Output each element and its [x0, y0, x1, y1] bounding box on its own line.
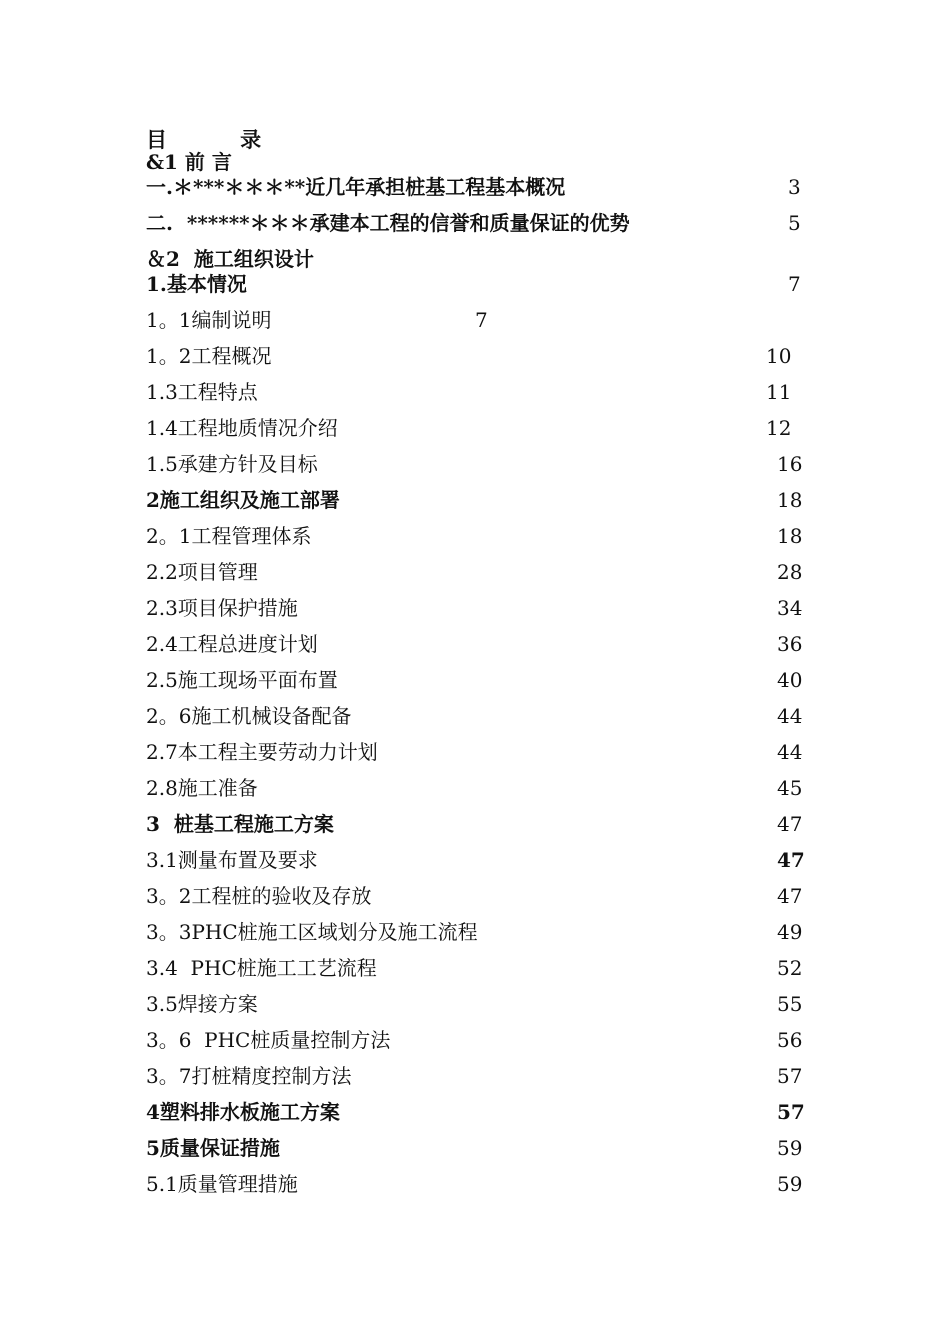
- toc-entry-page: 47: [777, 812, 803, 836]
- toc-entry-text: 5质量保证措施: [146, 1136, 280, 1160]
- toc-entry-text: 3.4 PHC桩施工工艺流程: [146, 956, 377, 980]
- toc-entry-text: 1.基本情况: [146, 272, 247, 296]
- toc-entry-text: &1 前 言: [146, 150, 232, 174]
- toc-entry-text: 1。2工程概况: [146, 344, 272, 368]
- toc-entry-text: ＆2 施工组织设计: [146, 247, 314, 271]
- toc-entry-page: 3: [788, 175, 801, 199]
- toc-entry-page: 28: [777, 560, 803, 584]
- toc-entry-page: 5: [788, 211, 801, 235]
- toc-entry-text: 3。6 PHC桩质量控制方法: [146, 1028, 391, 1052]
- toc-entry-text: 3 桩基工程施工方案: [146, 812, 334, 836]
- toc-entry-page: 44: [777, 704, 803, 728]
- toc-entry-page: 18: [777, 524, 803, 548]
- toc-entry-page: 47: [777, 848, 805, 872]
- toc-entry-text: 2.2项目管理: [146, 560, 258, 584]
- toc-entry-text: 1.3工程特点: [146, 380, 258, 404]
- toc-entry-page: 56: [777, 1028, 803, 1052]
- toc-entry-text: 2.5施工现场平面布置: [146, 668, 338, 692]
- toc-entry-page: 7: [788, 272, 801, 296]
- toc-entry-page: 45: [777, 776, 803, 800]
- toc-entry-page: 55: [777, 992, 803, 1016]
- toc-entry-page: 52: [777, 956, 803, 980]
- toc-title: 目 录: [146, 127, 262, 152]
- toc-entry-page: 34: [777, 596, 803, 620]
- toc-entry-text: 4塑料排水板施工方案: [146, 1100, 340, 1124]
- toc-entry-page: 57: [777, 1064, 803, 1088]
- toc-entry-text: 2.4工程总进度计划: [146, 632, 318, 656]
- toc-entry-page: 57: [777, 1100, 805, 1124]
- toc-entry-text: 2.3项目保护措施: [146, 596, 298, 620]
- toc-entry-page: 44: [777, 740, 803, 764]
- toc-entry-page: 18: [777, 488, 803, 512]
- toc-entry-page: 59: [777, 1136, 803, 1160]
- toc-entry-text: 2.8施工准备: [146, 776, 258, 800]
- toc-entry-page: 10: [766, 344, 792, 368]
- toc-entry-text: 3。3PHC桩施工区域划分及施工流程: [146, 920, 478, 944]
- toc-entry-page: 36: [777, 632, 803, 656]
- toc-entry-text: 1.4工程地质情况介绍: [146, 416, 338, 440]
- toc-entry-page: 11: [766, 380, 792, 404]
- toc-entry-text: 1.5承建方针及目标: [146, 452, 318, 476]
- toc-entry-text: 3.1测量布置及要求: [146, 848, 318, 872]
- toc-entry-text: 2施工组织及施工部署: [146, 488, 340, 512]
- toc-entry-text: 3。7打桩精度控制方法: [146, 1064, 352, 1088]
- toc-entry-page: 47: [777, 884, 803, 908]
- toc-entry-page: 59: [777, 1172, 803, 1196]
- toc-entry-page: 16: [777, 452, 803, 476]
- toc-entry-page: 7: [475, 308, 488, 332]
- toc-entry-text: 2.7本工程主要劳动力计划: [146, 740, 378, 764]
- toc-entry-page: 40: [777, 668, 803, 692]
- toc-entry-text: 2。6施工机械设备配备: [146, 704, 352, 728]
- toc-entry-text: 5.1质量管理措施: [146, 1172, 298, 1196]
- toc-entry-page: 12: [766, 416, 792, 440]
- toc-entry-text: 3.5焊接方案: [146, 992, 258, 1016]
- toc-entry-text: 一.＊***＊＊＊**近几年承担桩基工程基本概况: [146, 175, 566, 199]
- toc-entry-text: 3。2工程桩的验收及存放: [146, 884, 372, 908]
- toc-entry-text: 2。1工程管理体系: [146, 524, 312, 548]
- toc-entry-text: 二. ******＊＊＊承建本工程的信誉和质量保证的优势: [146, 211, 630, 235]
- toc-entry-text: 1。1编制说明: [146, 308, 272, 332]
- toc-entry-page: 49: [777, 920, 803, 944]
